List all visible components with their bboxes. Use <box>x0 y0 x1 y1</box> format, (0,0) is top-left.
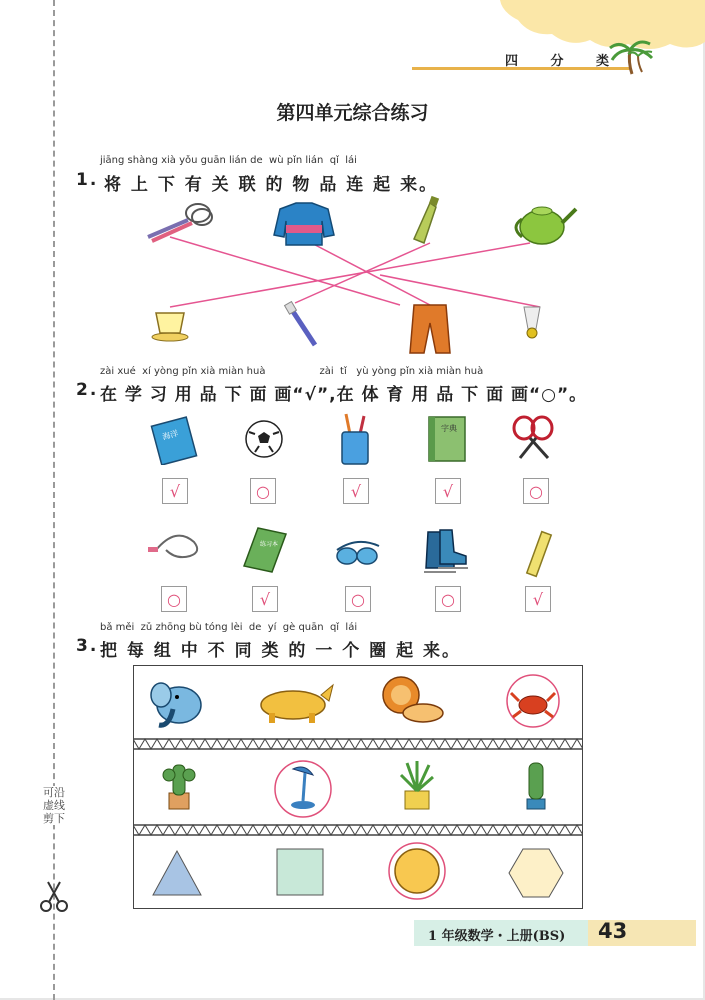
circle-shape <box>395 849 439 893</box>
q2-instruction: 在 学 习 用 品 下 面 画“√”,在 体 育 用 品 下 面 画“○”。 <box>100 385 588 405</box>
zigzag-divider <box>133 739 583 749</box>
exercise-book-label: 练习本 <box>260 541 279 548</box>
circle-mark: ○ <box>529 481 543 501</box>
circle-mark: ○ <box>167 589 181 609</box>
teacup-icon <box>152 313 188 341</box>
potted-plant-icon <box>401 761 433 809</box>
dictionary-label: 字典 <box>441 424 457 433</box>
circle-mark: ○ <box>256 481 270 501</box>
page-number: 43 <box>598 919 628 943</box>
answer-box[interactable] <box>161 586 187 612</box>
q2-pinyin: zài xué xí yòng pǐn xià miàn huà zài tǐ yù yòng pǐn xià miàn huà <box>100 366 484 377</box>
q1-pinyin: jiāng shàng xià yǒu guān lián de wù pǐn lián qǐ lái <box>100 155 357 166</box>
crab-icon <box>507 675 559 727</box>
elephant-icon <box>151 683 201 725</box>
answer-box[interactable] <box>343 478 369 504</box>
book-label: 海洋 <box>161 428 180 442</box>
cut-instruction: 可沿虚线剪下 <box>40 786 68 825</box>
answer-box[interactable] <box>523 478 549 504</box>
check-mark: √ <box>259 589 271 609</box>
lion-icon <box>383 677 443 722</box>
q2-number: 2. <box>76 380 99 400</box>
triangle-shape <box>153 851 201 895</box>
circle-mark: ○ <box>351 589 365 609</box>
exercise-book-icon <box>238 524 290 574</box>
cut-dashed-line <box>53 0 55 1000</box>
answer-box[interactable] <box>345 586 371 612</box>
check-mark: √ <box>169 481 181 501</box>
toothbrush-icon <box>285 302 315 345</box>
hexagon-shape <box>509 849 563 897</box>
shuttlecock-icon <box>524 307 540 338</box>
palm-tree-icon <box>608 36 654 76</box>
answer-box[interactable] <box>252 586 278 612</box>
answer-box[interactable] <box>162 478 188 504</box>
dictionary-icon <box>425 413 471 465</box>
teapot-icon <box>516 207 576 244</box>
toothpaste-icon <box>414 196 439 243</box>
q3-number: 3. <box>76 636 99 656</box>
q1-instruction: 将 上 下 有 关 联 的 物 品 连 起 来。 <box>104 175 439 195</box>
q1-number: 1. <box>76 170 99 190</box>
check-mark: √ <box>442 481 454 501</box>
book-icon <box>150 415 200 465</box>
swim-goggles-icon <box>333 536 383 570</box>
sweater-icon <box>274 203 334 245</box>
trousers-icon <box>410 305 450 353</box>
answer-box[interactable] <box>525 586 551 612</box>
answer-box[interactable] <box>435 586 461 612</box>
scissors-icon <box>36 878 72 914</box>
zigzag-divider <box>133 825 583 835</box>
q3-instruction: 把 每 组 中 不 同 类 的 一 个 圈 起 来。 <box>100 641 462 661</box>
tennis-rackets-icon <box>510 414 558 462</box>
circle-mark: ○ <box>441 589 455 609</box>
pencil-cup-icon <box>338 412 374 468</box>
ruler-icon <box>522 530 558 578</box>
footer-book-label: 1 年级数学・上册(BS) <box>428 929 566 944</box>
page-title: 第四单元综合练习 <box>276 102 429 124</box>
desk-lamp-icon <box>275 761 331 817</box>
square-shape <box>277 849 323 895</box>
check-mark: √ <box>532 589 544 609</box>
q3-grid-content <box>133 665 583 909</box>
badminton-racket-icon <box>148 204 212 241</box>
jump-rope-icon <box>146 530 204 566</box>
answer-box[interactable] <box>435 478 461 504</box>
q1-matching-area <box>130 195 580 365</box>
soccer-ball-icon <box>243 418 285 460</box>
check-mark: √ <box>350 481 362 501</box>
cloud-decoration <box>500 0 705 50</box>
tall-cactus-icon <box>527 763 545 809</box>
cactus-pot-icon <box>163 765 195 809</box>
ice-skates-icon <box>420 526 470 578</box>
q3-pinyin: bǎ měi zǔ zhōng bù tóng lèi de yí gè quān qǐ lái <box>100 622 358 633</box>
rhinoceros-icon <box>261 685 333 723</box>
answer-box[interactable] <box>250 478 276 504</box>
chapter-label: 四 分 类 <box>505 54 624 69</box>
